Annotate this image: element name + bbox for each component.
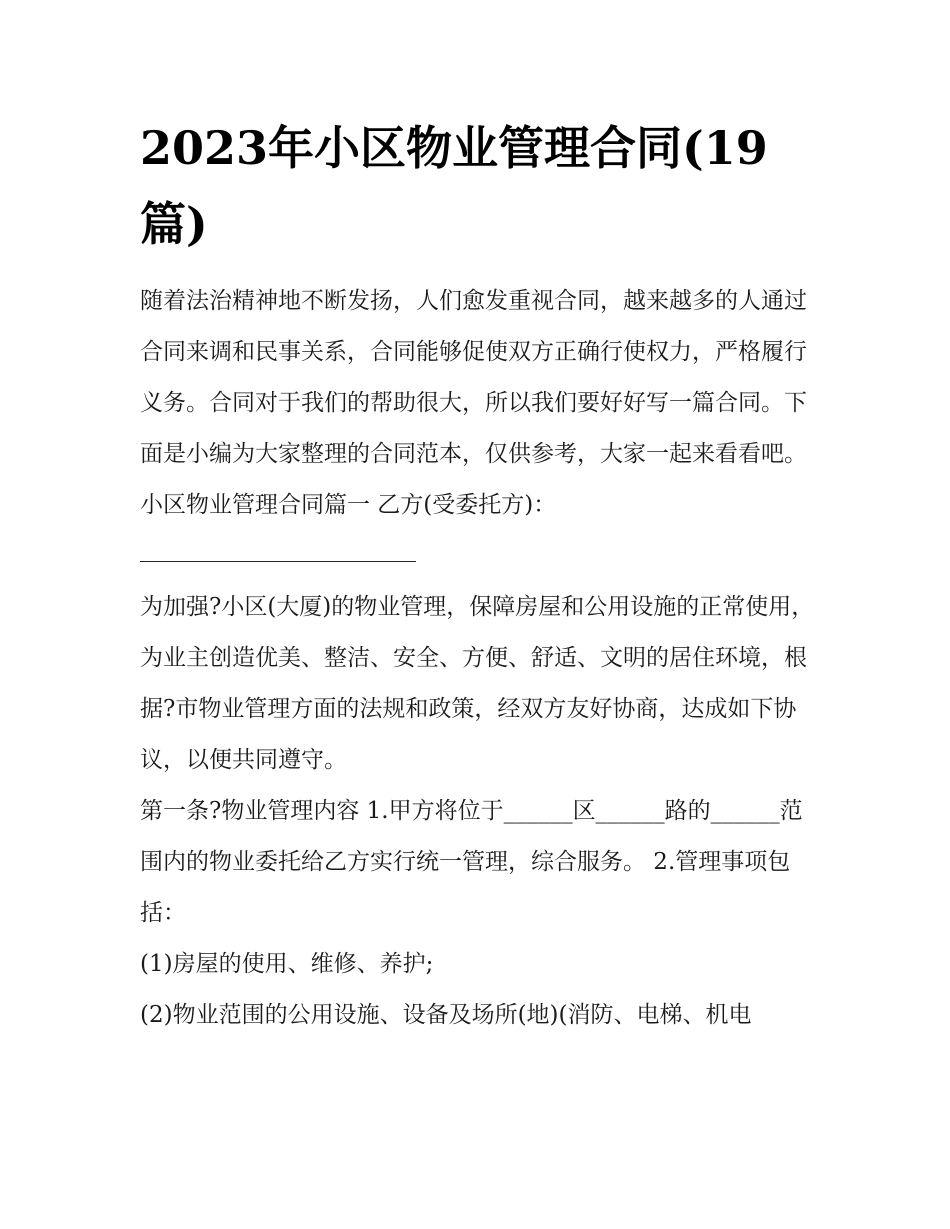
- blank-underline: [140, 561, 416, 562]
- document-body: [140, 276, 820, 1041]
- management-item-2: (2)物业范围的公用设施、设备及场所(地)(消防、电梯、机电: [140, 1002, 752, 1028]
- document-title: 2023年小区物业管理合同(19篇): [140, 121, 768, 251]
- article-one-paragraph: 第一条?物业管理内容 1.甲方将位于______区______路的______范围内的物业委托给乙方实行统一管理，综合服务。 2.管理事项包括：: [140, 798, 803, 926]
- intro-paragraph: 随着法治精神地不断发扬，人们愈发重视合同，越来越多的人通过合同来调和民事关系，合同能够促使双方正确行使权力，严格履行义务。合同对于我们的帮助很大，所以我们要好好写一篇合同。下面是小编为大家整理的合同范本，仅供参考，大家一起来看看吧。: [140, 288, 807, 467]
- management-item-1: (1)房屋的使用、维修、养护;: [140, 951, 434, 977]
- preamble-paragraph: 为加强?小区(大厦)的物业管理，保障房屋和公用设施的正常使用，为业主创造优美、整洁、安全、方便、舒适、文明的居住环境，根据?市物业管理方面的法规和政策，经双方友好协商，达成如下协议，以便共同遵守。: [140, 594, 815, 773]
- contract-heading-party-b: 小区物业管理合同篇一 乙方(受委托方)：: [140, 492, 557, 518]
- signature-blank-line: [140, 531, 820, 582]
